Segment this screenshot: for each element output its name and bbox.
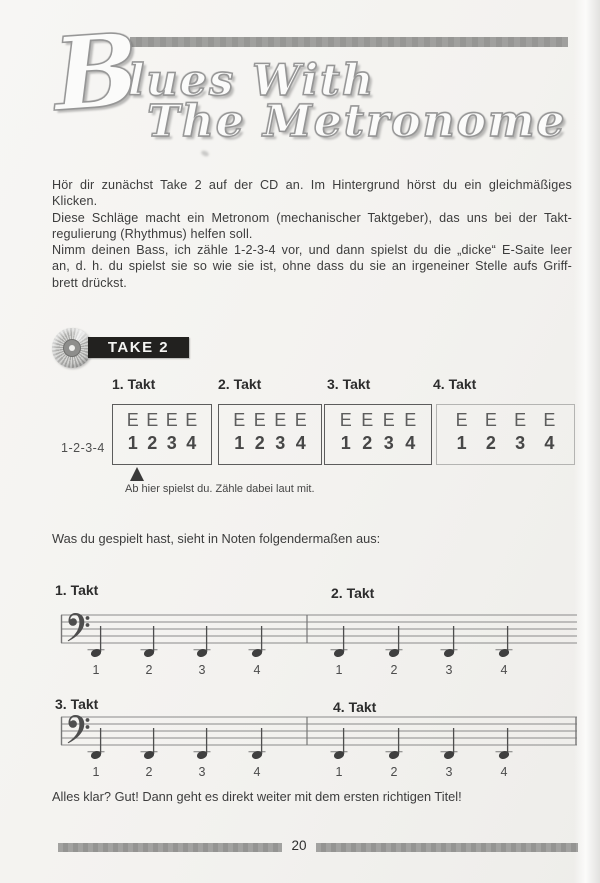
count-cell [447, 410, 476, 464]
note-name: E [361, 410, 374, 430]
beat-numbers [93, 765, 508, 779]
takt-heading-4: 4. Takt [433, 376, 477, 392]
bass-clef-icon [68, 613, 90, 641]
count-cell [162, 410, 182, 464]
beat-numbers [93, 663, 508, 677]
note-name: E [484, 410, 497, 430]
quarter-notes [88, 626, 513, 658]
svg-text:1: 1 [335, 765, 343, 779]
cd-center-hole [69, 345, 75, 351]
cd-icon [52, 328, 92, 368]
takt-heading-3: 3. Takt [327, 376, 371, 392]
count-cell [291, 410, 312, 464]
staff1-right-label: 2. Takt [331, 585, 375, 601]
count-box-3 [324, 404, 432, 465]
count-number: 1 [340, 433, 351, 453]
count-box-1 [112, 404, 212, 465]
svg-text:2: 2 [145, 663, 153, 677]
svg-text:2: 2 [390, 765, 398, 779]
bass-clef-icon [68, 715, 90, 743]
intro-paragraph [52, 177, 572, 291]
quarter-notes [88, 728, 513, 760]
svg-text:4: 4 [253, 765, 261, 779]
note-name: E [274, 410, 287, 430]
note-name: E [126, 410, 139, 430]
intro-line: brett drückst. [52, 275, 127, 290]
count-cell [400, 410, 422, 464]
svg-text:4: 4 [500, 663, 508, 677]
note-name: E [404, 410, 417, 430]
svg-text:3: 3 [445, 663, 453, 677]
count-number: 2 [362, 433, 373, 453]
count-row-label: 1-2-3-4 [61, 441, 105, 455]
notation-intro-text: Was du gespielt hast, sieht in Noten folgendermaßen aus: [52, 531, 381, 546]
staff2-left-label: 3. Takt [55, 696, 99, 712]
count-cell [250, 410, 271, 464]
intro-line: Diese Schläge macht ein Metronom (mechanischer Taktgeber), das uns bei der Takt- [52, 210, 572, 225]
count-number: 2 [254, 433, 265, 453]
count-number: 2 [485, 433, 496, 453]
count-number: 4 [544, 433, 555, 453]
note-name: E [455, 410, 468, 430]
svg-text:2: 2 [390, 663, 398, 677]
note-name: E [185, 410, 198, 430]
note-name: E [253, 410, 266, 430]
count-cell [123, 410, 143, 464]
count-cell [270, 410, 291, 464]
count-table-caption: Ab hier spielst du. Zähle dabei laut mit. [125, 483, 315, 495]
page-number: 20 [291, 838, 307, 853]
count-number: 4 [186, 433, 197, 453]
count-box-2 [218, 404, 322, 465]
takt-heading-2: 2. Takt [218, 376, 262, 392]
count-number: 3 [166, 433, 177, 453]
count-box-4 [436, 404, 575, 465]
music-staff-2 [55, 705, 585, 785]
svg-text:3: 3 [198, 663, 206, 677]
scan-smudge [200, 150, 209, 158]
title-initial: B [49, 10, 143, 134]
start-here-arrow-icon [130, 467, 144, 481]
note-name: E [382, 410, 395, 430]
svg-text:4: 4 [253, 663, 261, 677]
page-title-line1: lues With [128, 56, 376, 106]
staff2-right-label: 4. Takt [333, 699, 377, 715]
title-accent-bar [130, 37, 568, 47]
note-name: E [514, 410, 527, 430]
count-number: 4 [405, 433, 416, 453]
intro-line: an, d. h. du spielst sie so wie sie ist, ohne dass du sie an irgeneiner Stelle aufs Griff- [52, 259, 572, 274]
staff1-left-label: 1. Takt [55, 582, 99, 598]
note-name: E [339, 410, 352, 430]
svg-text:3: 3 [445, 765, 453, 779]
svg-text:1: 1 [92, 765, 100, 779]
cd-center-ring [64, 340, 80, 356]
note-name: E [543, 410, 556, 430]
count-cell [476, 410, 505, 464]
count-cell [335, 410, 357, 464]
note-name: E [146, 410, 159, 430]
count-number: 1 [127, 433, 138, 453]
takt-heading-1: 1. Takt [112, 376, 156, 392]
svg-text:4: 4 [500, 765, 508, 779]
count-cell [357, 410, 379, 464]
outro-text: Alles klar? Gut! Dann geht es direkt weiter mit dem ersten richtigen Titel! [52, 789, 462, 804]
count-cell [535, 410, 564, 464]
count-number: 2 [147, 433, 158, 453]
svg-text:1: 1 [92, 663, 100, 677]
count-cell [378, 410, 400, 464]
page-title-line2: The Metronome [147, 96, 567, 147]
intro-line: Hör dir zunächst Take 2 auf der CD an. Im Hintergrund hörst du ein gleichmäßiges [52, 178, 572, 192]
note-name: E [233, 410, 246, 430]
count-number: 3 [275, 433, 286, 453]
count-number: 3 [383, 433, 394, 453]
footer-bar-left [58, 843, 282, 852]
note-name: E [165, 410, 178, 430]
svg-text:2: 2 [145, 765, 153, 779]
count-number: 4 [295, 433, 306, 453]
music-staff-1 [55, 603, 585, 683]
count-cell [182, 410, 202, 464]
count-number: 1 [456, 433, 467, 453]
count-cell [143, 410, 163, 464]
intro-line: Klicken. [52, 194, 98, 209]
svg-text:3: 3 [198, 765, 206, 779]
note-name: E [294, 410, 307, 430]
svg-text:1: 1 [335, 663, 343, 677]
count-number: 1 [234, 433, 245, 453]
count-cell [229, 410, 250, 464]
count-cell [506, 410, 535, 464]
intro-line: Nimm deinen Bass, ich zähle 1-2-3-4 vor, und dann spielst du die „dicke“ E-Saite leer [52, 243, 572, 258]
footer-bar-right [316, 843, 578, 852]
take-label-badge: TAKE 2 [88, 337, 189, 358]
intro-line: regulierung (Rhythmus) helfen soll. [52, 226, 253, 241]
count-number: 3 [515, 433, 526, 453]
